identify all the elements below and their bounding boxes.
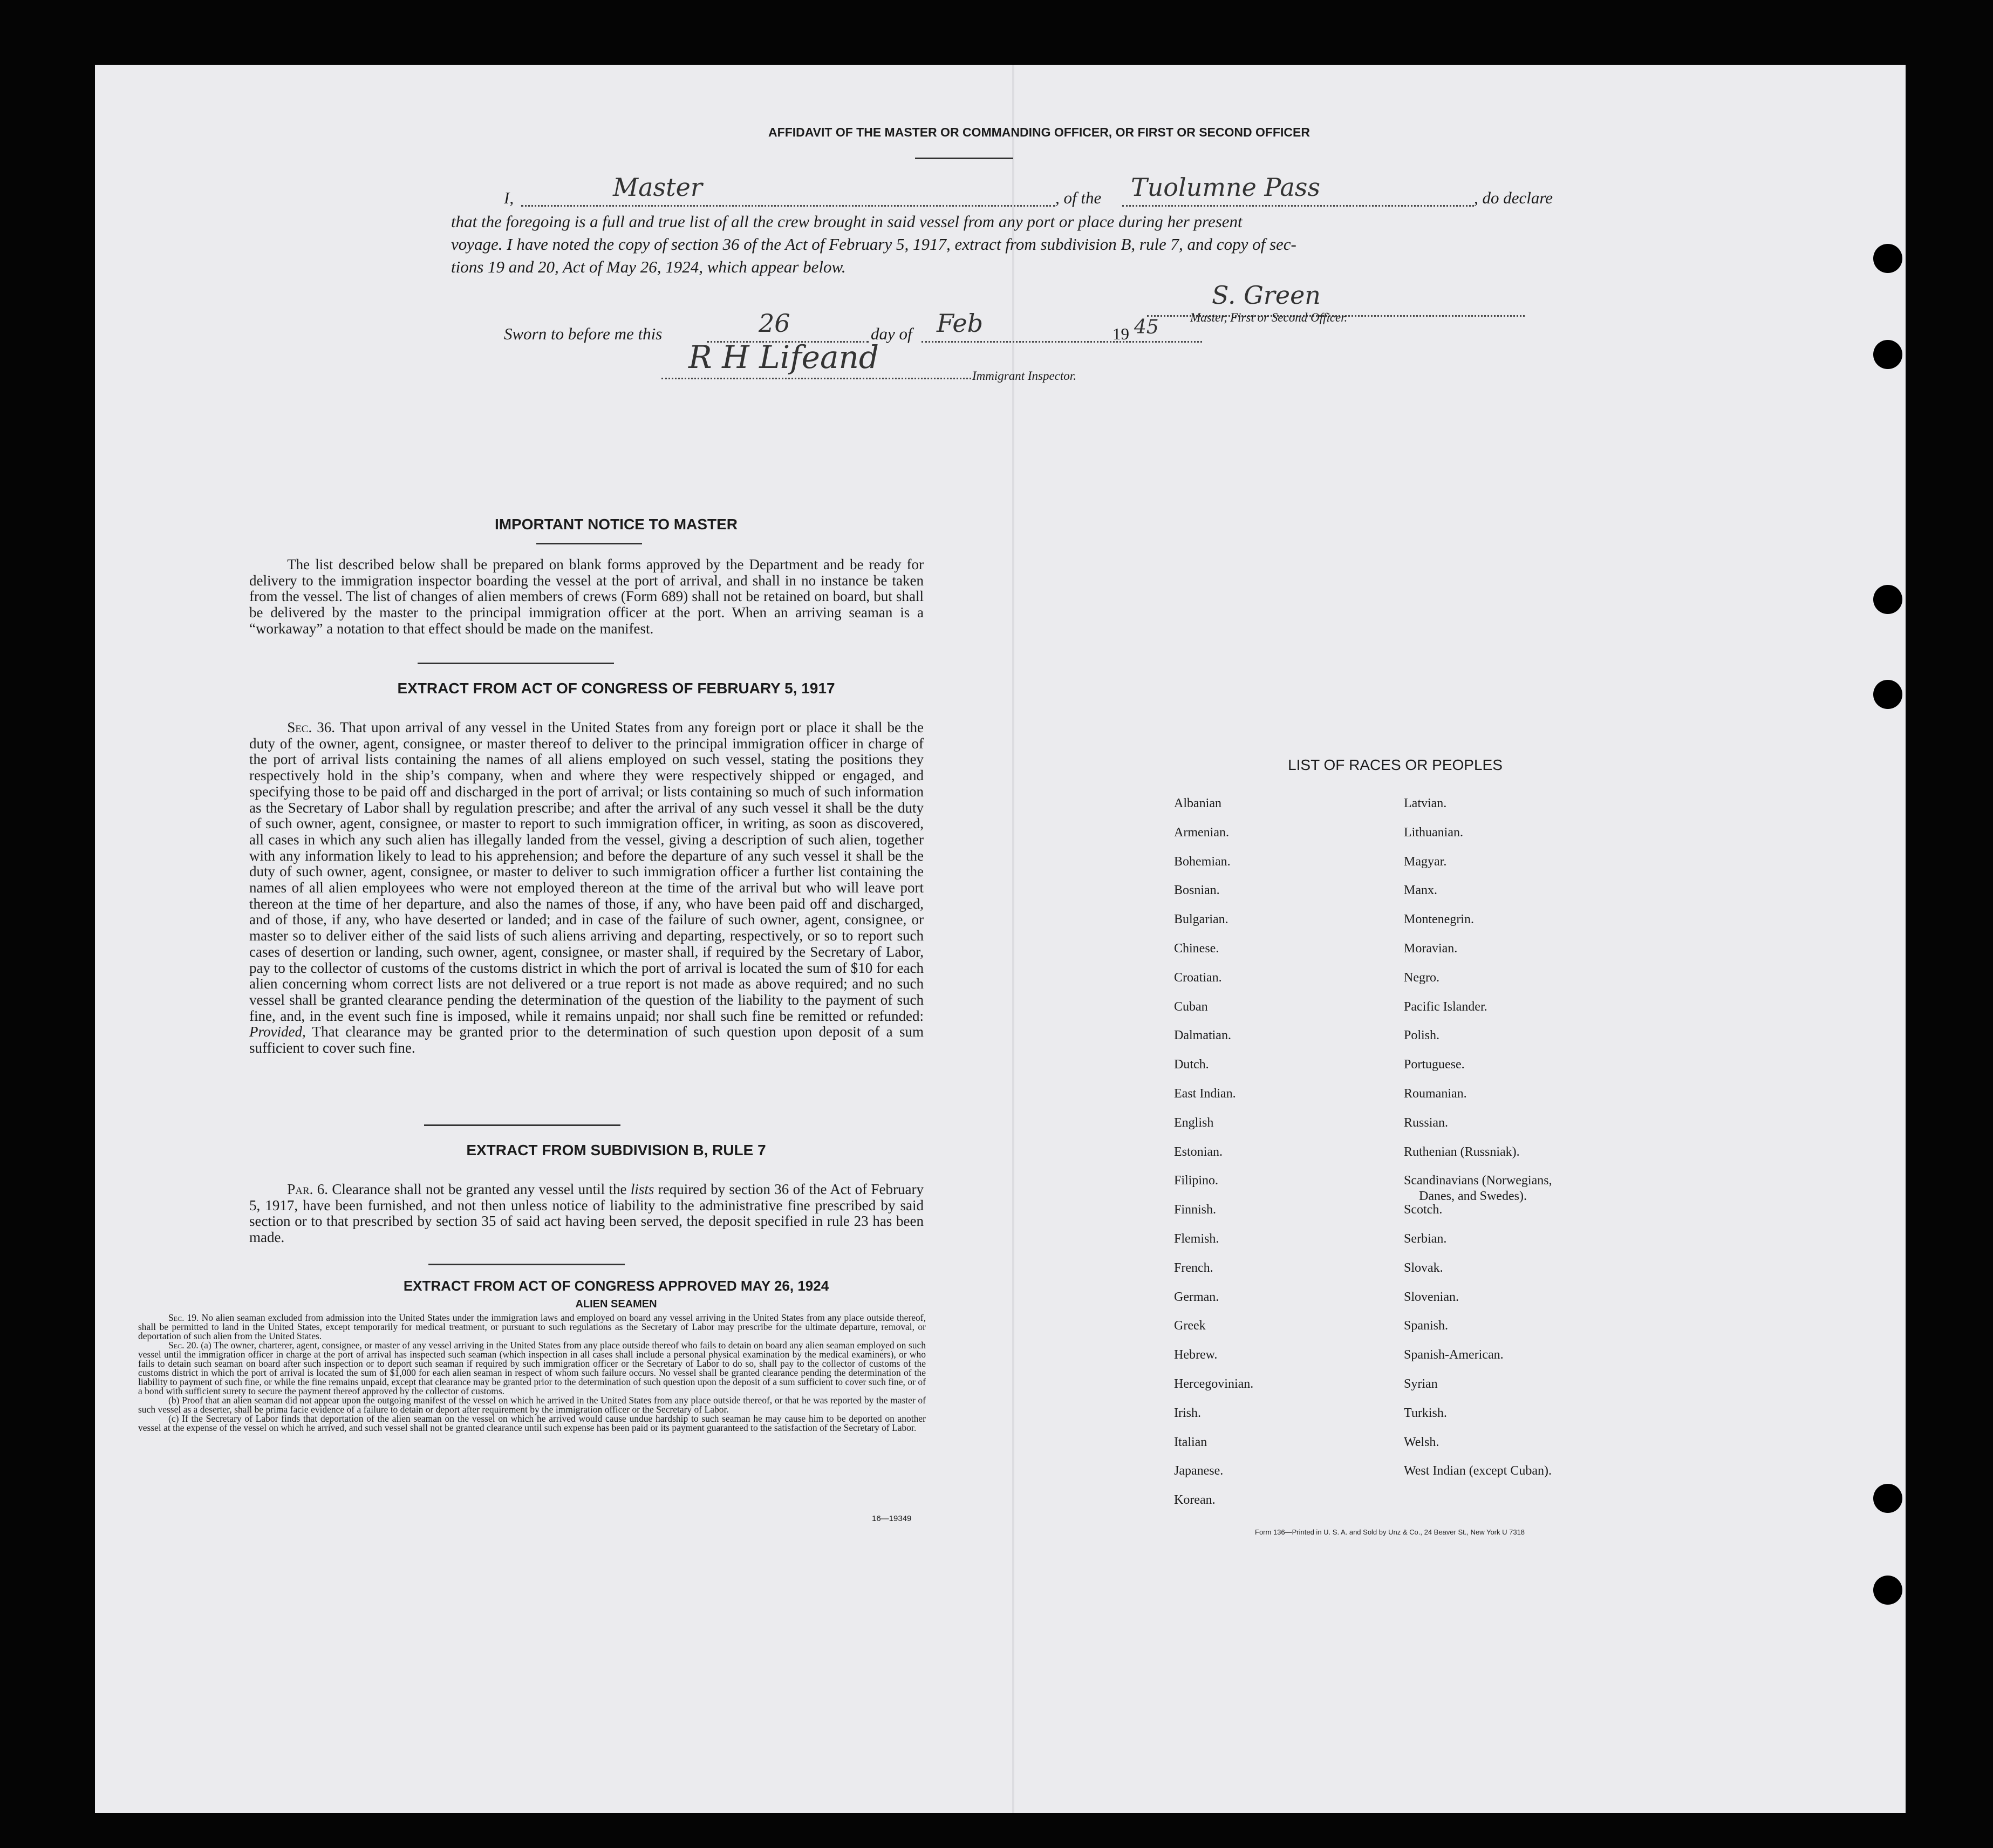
notice-heading: IMPORTANT NOTICE TO MASTER xyxy=(494,516,738,533)
binder-hole xyxy=(1873,1484,1902,1513)
race-item: Latvian. xyxy=(1404,796,1447,810)
race-item: Filipino. xyxy=(1174,1174,1219,1188)
extract-1917-rule xyxy=(418,663,614,664)
race-item: Spanish. xyxy=(1404,1319,1449,1333)
race-item: Flemish. xyxy=(1174,1232,1219,1246)
binder-hole xyxy=(1873,680,1902,709)
provided-word: Provided, xyxy=(249,1024,306,1040)
affidavit-line-2: that the foregoing is a full and true list of all the crew brought in said vessel from any port or place during her present xyxy=(451,212,1243,231)
race-item: Roumanian. xyxy=(1404,1087,1467,1101)
race-item: Cuban xyxy=(1174,999,1208,1014)
race-item: Lithuanian. xyxy=(1404,825,1463,840)
race-item: Estonian. xyxy=(1174,1144,1223,1159)
section-20c-text: (c) If the Secretary of Labor finds that deportation of the alien seaman on the vessel on which he arrived would cause undue hardship to such seaman he may cause him to be deported on another vessel at the expense of the vessel on which he arrived, and such vessel shall not be granted clearance until such expense has been paid or its payment guaranteed to the satisfaction of the Secretary of Labor. xyxy=(138,1413,926,1433)
printer-note: Form 136—Printed in U. S. A. and Sold by Unz & Co., 24 Beaver St., New York U 7318 xyxy=(1255,1528,1525,1536)
year-prefix: 19 xyxy=(1112,324,1129,343)
race-item: Bulgarian. xyxy=(1174,912,1228,927)
notice-heading-rule xyxy=(536,543,642,544)
race-item: French. xyxy=(1174,1260,1213,1275)
extract-1924-rule xyxy=(428,1264,625,1265)
race-item: West Indian (except Cuban). xyxy=(1404,1464,1552,1478)
rule-7-body: Clearance shall not be granted any vessel until the xyxy=(332,1181,627,1197)
race-item: Slovak. xyxy=(1404,1260,1443,1275)
master-name-blank xyxy=(521,187,1055,207)
race-item: Scandinavians (Norwegians, xyxy=(1404,1174,1552,1188)
race-item: Greek xyxy=(1174,1319,1206,1333)
officer-caption: Master, First or Second Officer. xyxy=(1190,311,1348,324)
race-item: Danes, and Swedes). xyxy=(1419,1189,1527,1204)
race-item: Irish. xyxy=(1174,1406,1201,1420)
vessel-name-handwriting: Tuolumne Pass xyxy=(1131,173,1320,202)
race-item: Dutch. xyxy=(1174,1058,1209,1072)
race-item: Manx. xyxy=(1404,883,1437,898)
affidavit-line-4: tions 19 and 20, Act of May 26, 1924, which appear below. xyxy=(451,257,846,276)
race-item: Croatian. xyxy=(1174,970,1222,985)
par-6-label: Par. 6. xyxy=(287,1181,328,1197)
race-item: Moravian. xyxy=(1404,942,1458,956)
section-19-text xyxy=(138,1313,926,1341)
race-item: Welsh. xyxy=(1404,1435,1439,1449)
race-item: Pacific Islander. xyxy=(1404,999,1487,1014)
extract-1917-heading: EXTRACT FROM ACT OF CONGRESS OF FEBRUARY 5, 1917 xyxy=(397,680,835,697)
race-item: Turkish. xyxy=(1404,1406,1447,1420)
form-code: 16—19349 xyxy=(872,1514,912,1523)
inspector-caption: Immigrant Inspector. xyxy=(972,369,1076,383)
race-item: Scotch. xyxy=(1404,1203,1443,1217)
race-item: Russian. xyxy=(1404,1115,1449,1130)
race-item: Bohemian. xyxy=(1174,854,1231,869)
race-item: Dalmatian. xyxy=(1174,1028,1231,1043)
sec-19-body: No alien seaman excluded from admission into the United States under the immigration laws and employed on board any vessel arriving in the United States from any place outside thereof, shall be permitted to land in the United States, except temporarily for medical treatment, or pursuant to such regulations as the Secretary of Labor may prescribe for the ultimate departure, removal, or deportation of such alien from the United States. xyxy=(138,1312,926,1341)
race-item: Bosnian. xyxy=(1174,883,1220,898)
inspector-signature-handwriting: R H Lifeand xyxy=(688,339,879,376)
race-item: Negro. xyxy=(1404,970,1439,985)
rule-7-text xyxy=(249,1182,924,1246)
officer-signature-handwriting: S. Green xyxy=(1212,281,1321,310)
section-36-label: Sec. 36. xyxy=(287,719,336,735)
section-20b-text: (b) Proof that an alien seaman did not appear upon the outgoing manifest of the vessel on which he arrived in the United States from any place outside thereof, or that he was reported by the master of such vessel as a deserter, shall be prima facie evidence of a failure to detain or deport after requirement by the immigration officer or the Secretary of Labor. xyxy=(138,1395,926,1415)
do-declare-label: , do declare xyxy=(1474,188,1553,207)
rule-7-body-end: required by section 36 of the Act of February 5, 1917, have been furnished, and not then unless notice of liability to the administrative fine prescribed by said section or to that prescribed by section 35 of said act having been served, the deposit specified in rule 23 has been made. xyxy=(249,1181,924,1246)
affidavit-heading: AFFIDAVIT OF THE MASTER OR COMMANDING OFFICER, OR FIRST OR SECOND OFFICER xyxy=(768,125,1310,139)
notice-body: The list described below shall be prepared on blank forms approved by the Department and be ready for delivery to the immigration inspector boarding the vessel at the port of arrival, and shall in no instance be taken from the vessel. The list of changes of alien members of crews (Form 689) shall not be retained on board, but shall be delivered by the master to the principal immigration officer at the port. When an arriving seaman is a “workaway” a notation to that effect should be made on the manifest. xyxy=(249,556,924,637)
rule-7-heading: EXTRACT FROM SUBDIVISION B, RULE 7 xyxy=(466,1142,766,1158)
race-item: Italian xyxy=(1174,1435,1207,1449)
binder-hole xyxy=(1873,340,1902,369)
of-the-label: , of the xyxy=(1055,188,1102,207)
race-item: Ruthenian (Russniak). xyxy=(1404,1144,1520,1159)
section-36-text xyxy=(249,720,924,1056)
race-item: Albanian xyxy=(1174,796,1221,810)
race-item: Magyar. xyxy=(1404,854,1447,869)
race-item: Hebrew. xyxy=(1174,1348,1218,1362)
section-20a-text xyxy=(138,1341,926,1396)
affidavit-i-label: I, xyxy=(504,188,514,207)
race-item: Armenian. xyxy=(1174,825,1229,840)
extract-1924-heading: EXTRACT FROM ACT OF CONGRESS APPROVED MAY 26, 1924 xyxy=(403,1278,829,1294)
race-item: Portuguese. xyxy=(1404,1058,1465,1072)
race-item: Slovenian. xyxy=(1404,1290,1459,1304)
race-item: East Indian. xyxy=(1174,1087,1236,1101)
races-heading: LIST OF RACES OR PEOPLES xyxy=(1288,756,1503,773)
race-item: Chinese. xyxy=(1174,942,1219,956)
rule-7-rule xyxy=(424,1124,620,1126)
binder-hole xyxy=(1873,1576,1902,1605)
race-item: Korean. xyxy=(1174,1493,1216,1508)
affidavit-heading-rule xyxy=(915,158,1013,159)
day-of-label: day of xyxy=(871,324,912,343)
section-36-body: That upon arrival of any vessel in the United States from any foreign port or place it shall be the duty of the owner, agent, consignee, or master thereof to deliver to the principal immigration officer in charge of the port of arrival lists containing the names of all aliens employed on such vessel, stating the positions they respectively hold in the ship’s company, when and where they were respectively shipped or engaged, and specifying those to be paid off and discharged in the port of arrival; or lists containing so much of such information as the Secretary of Labor shall by regulation prescribe; and after the arrival of any such vessel it shall be the duty of such owner, agent, consignee, or master to report to such immigration officer, in writing, as soon as discovered, all cases in which any such alien has illegally landed from the vessel, giving a description of such alien, together with any information likely to lead to his apprehension; and before the departure of any such vessel it shall be the duty of such owner, agent, consignee, or master to deliver to such immigration officer a further list containing the names of all alien employees who were not employed thereon at the time of the arrival but who will leave port thereon at the time of her departure, and also the names of those, if any, who have been paid off and discharged, and of those, if any, who have deserted or landed; and in case of the failure of such owner, agent, consignee, or master so to deliver either of the said lists of such aliens arriving and departing, respectively, or so to report such cases of desertion or landing, such owner, agent, consignee, or master shall, if required by the Secretary of Labor, pay to the collector of customs of the customs district in which the port of arrival is located the sum of $10 for each alien concerning whom correct lists are not delivered or a true report is not made as above required; and no such vessel shall be granted clearance pending the determination of the question of the liability to the payment of such fine, and, in the event such fine is imposed, while it remains unpaid; nor shall such fine be remitted or refunded: xyxy=(249,719,924,1024)
race-item: German. xyxy=(1174,1290,1219,1304)
race-item: Serbian. xyxy=(1404,1232,1447,1246)
sec-20a-body: (a) The owner, charterer, agent, consignee, or master of any vessel arriving in the United States from any place outside thereof who fails to detain on board any alien seaman employed on such vessel until the immigration officer in charge at the port of arrival has inspected such seaman (which inspection in all cases shall include a personal physical examination by the medical examiners), or who fails to detain such seaman on board after such inspection or to deport such seaman if required by such immigration officer or the Secretary of Labor to do so, shall pay to the collector of customs of the customs district in which the port of arrival is located the sum of $1,000 for each alien seaman in respect of whom such failure occurs. No vessel shall be granted clearance pending the determination of the liability to payment of such fine, or while the fine remains unpaid, except that clearance may be granted prior to the determination of such question upon the deposit of a sum sufficient to cover such fine, or of a bond with sufficient surety to secure the payment thereof approved by the collector of customs. xyxy=(138,1340,926,1396)
race-item: English xyxy=(1174,1115,1214,1130)
race-item: Finnish. xyxy=(1174,1203,1217,1217)
lists-word: lists xyxy=(630,1181,654,1197)
sec-19-label: Sec. 19. xyxy=(168,1312,199,1323)
form-sheet xyxy=(95,65,1906,1813)
race-item: Syrian xyxy=(1404,1377,1438,1391)
section-36-body-end: That clearance may be granted prior to the determination of such question upon deposit of a sum sufficient to cover such fine. xyxy=(249,1024,924,1056)
race-item: Montenegrin. xyxy=(1404,912,1474,927)
sworn-day-handwriting: 26 xyxy=(759,309,790,338)
binder-hole xyxy=(1873,244,1902,273)
sworn-label: Sworn to before me this xyxy=(504,324,663,343)
alien-seamen-subheading: ALIEN SEAMEN xyxy=(575,1298,657,1310)
binder-hole xyxy=(1873,585,1902,614)
race-item: Polish. xyxy=(1404,1028,1440,1043)
race-item: Hercegovinian. xyxy=(1174,1377,1254,1391)
race-item: Spanish-American. xyxy=(1404,1348,1504,1362)
sec-20-label: Sec. 20. xyxy=(168,1340,199,1351)
race-item: Japanese. xyxy=(1174,1464,1224,1478)
affidavit-line-3: voyage. I have noted the copy of section 36 of the Act of February 5, 1917, extract from subdivision B, rule 7, and copy of sec- xyxy=(451,235,1296,254)
sworn-month-handwriting: Feb xyxy=(937,309,984,338)
master-name-handwriting: Master xyxy=(613,173,702,202)
sworn-year-handwriting: 45 xyxy=(1134,316,1159,338)
extract-1924-text xyxy=(138,1313,926,1433)
